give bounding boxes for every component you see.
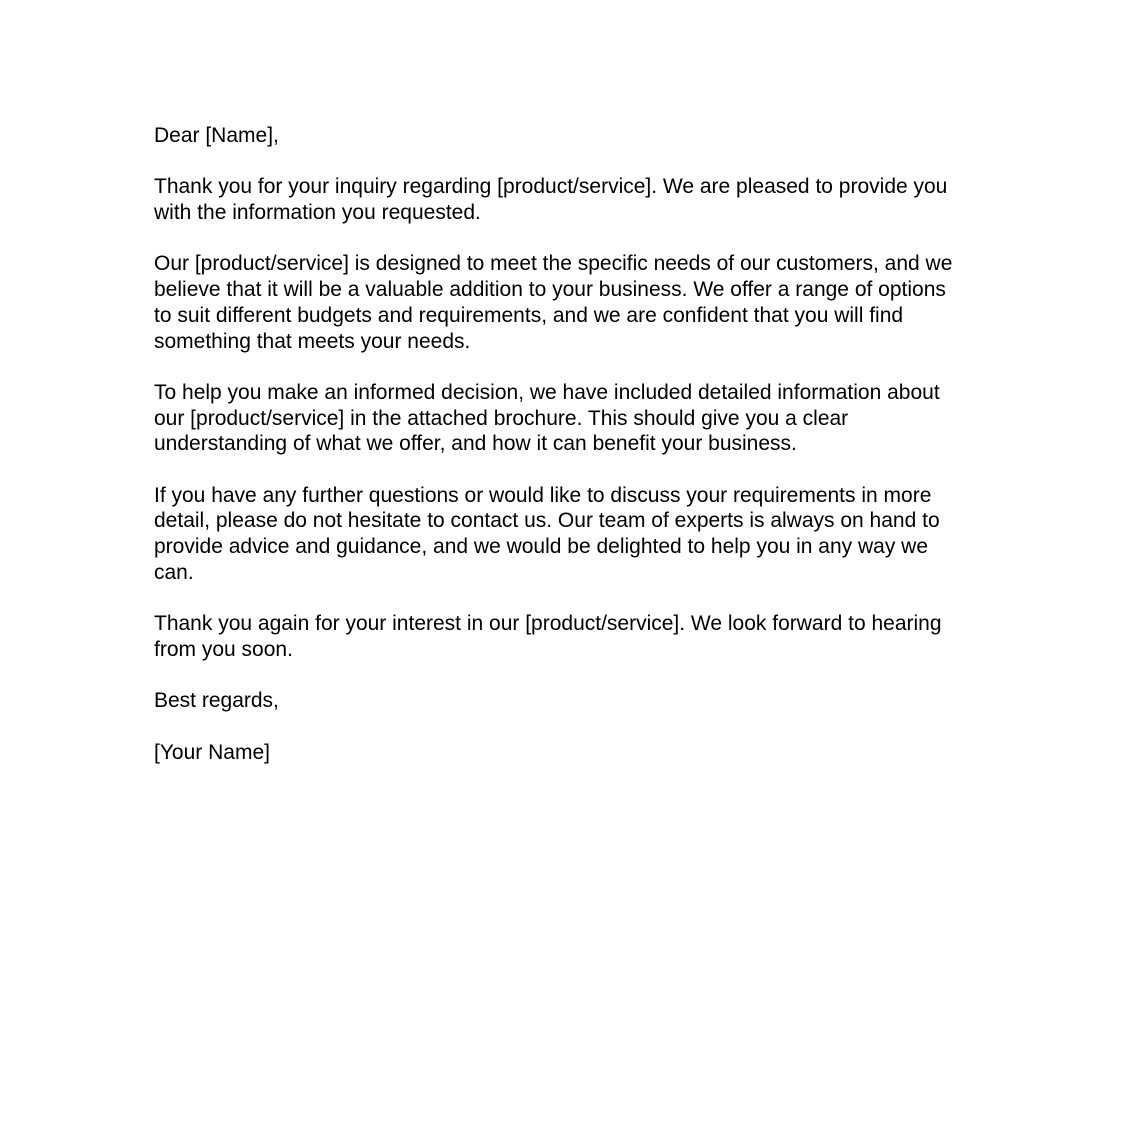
letter-body [154,123,969,765]
letter-paragraph-2: Our [product/service] is designed to meet the specific needs of our customers, and we believe that it will be a valuable addition to your business. We offer a range of options to suit different budgets and requirements, and we are confident that you will find something that meets your needs. [154,252,953,353]
letter-paragraph-1: Thank you for your inquiry regarding [product/service]. We are pleased to provide you with the information you requested. [154,175,948,225]
letter-salutation: Dear [Name], [154,124,279,147]
letter-paragraph-3: To help you make an informed decision, we have included detailed information about our [product/service] in the attached brochure. This should give you a clear understanding of what we offer, and how it can benefit your business. [154,380,940,456]
letter-signature: [Your Name] [154,740,270,764]
letter-paragraph-5: Thank you again for your interest in our [product/service]. We look forward to hearing from you soon. [154,612,942,661]
letter-closing: Best regards, [154,689,279,713]
letter-paragraph-4: If you have any further questions or would like to discuss your requirements in more detail, please do not hesitate to contact us. Our team of experts is always on hand to provide advice and guidance, and we would be delighted to help you in any way we can. [154,483,940,584]
